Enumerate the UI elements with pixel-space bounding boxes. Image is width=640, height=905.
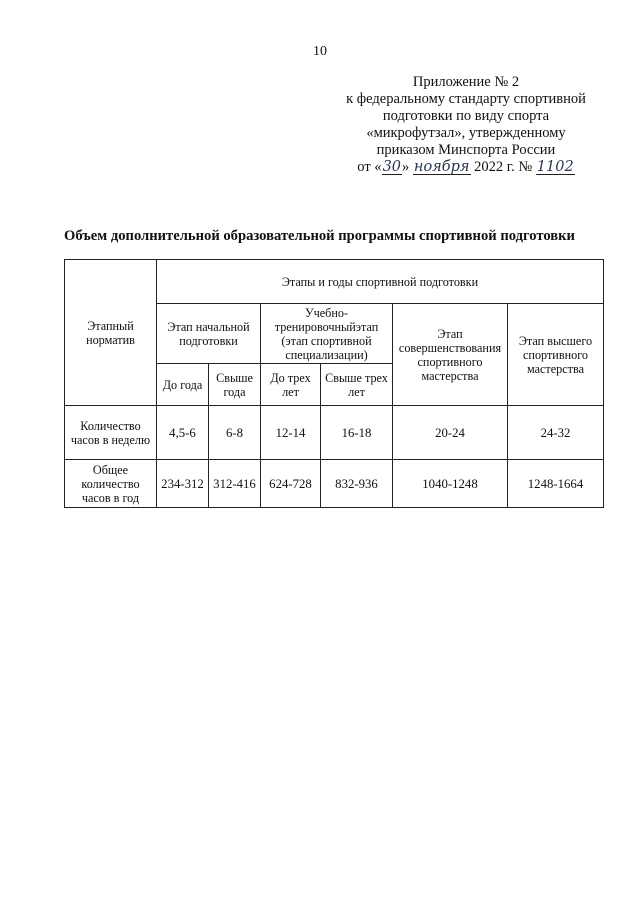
date-prefix: от «	[357, 159, 382, 175]
table-cell: 4,5-6	[157, 406, 209, 460]
date-month: ноября	[413, 159, 470, 175]
row-header-cell: Этапный норматив	[65, 260, 157, 406]
date-day: 30	[382, 159, 402, 175]
appendix-line-1: Приложение № 2	[412, 74, 520, 90]
row-label: Количество часов в неделю	[65, 406, 157, 460]
appendix-line-3: подготовки по виду спорта	[382, 108, 550, 124]
subheader-cell: До года	[157, 364, 209, 406]
stage-header-higher: Этап высшего спортивного мастерства	[508, 304, 604, 406]
subheader-cell: Свыше года	[209, 364, 261, 406]
appendix-line-2: к федеральному стандарту спортивной	[346, 91, 586, 107]
row-label: Общее количество часов в год	[65, 460, 157, 508]
table-cell: 1040-1248	[393, 460, 508, 508]
table-row	[65, 460, 604, 508]
table-row	[65, 406, 604, 460]
table-cell: 624-728	[261, 460, 321, 508]
table-cell: 20-24	[393, 406, 508, 460]
subheader-cell: До трех лет	[261, 364, 321, 406]
norms-table	[64, 259, 604, 508]
appendix-date-line	[330, 159, 602, 176]
appendix-line-4: «микрофутзал», утвержденному	[366, 125, 566, 141]
table-cell: 1248-1664	[508, 460, 604, 508]
table-cell: 6-8	[209, 406, 261, 460]
date-mid: »	[402, 159, 410, 175]
stages-header-cell: Этапы и годы спортивной подготовки	[157, 260, 604, 304]
table-cell: 234-312	[157, 460, 209, 508]
page-number: 10	[313, 44, 327, 59]
date-year: 2022 г. №	[474, 159, 533, 175]
stage-header-initial: Этап начальной подготовки	[157, 304, 261, 364]
table-cell: 12-14	[261, 406, 321, 460]
document-title: Объем дополнительной образовательной программы спортивной подготовки	[64, 228, 575, 244]
table-cell: 16-18	[321, 406, 393, 460]
subheader-cell: Свыше трех лет	[321, 364, 393, 406]
stage-header-training: Учебно-тренировочныйэтап (этап спортивной специализации)	[261, 304, 393, 364]
order-number: 1102	[536, 159, 574, 175]
stage-header-improvement: Этап совершенствования спортивного мастерства	[393, 304, 508, 406]
table-cell: 24-32	[508, 406, 604, 460]
table-cell: 312-416	[209, 460, 261, 508]
appendix-block	[330, 74, 602, 176]
table-cell: 832-936	[321, 460, 393, 508]
appendix-line-5: приказом Минспорта России	[376, 142, 556, 158]
